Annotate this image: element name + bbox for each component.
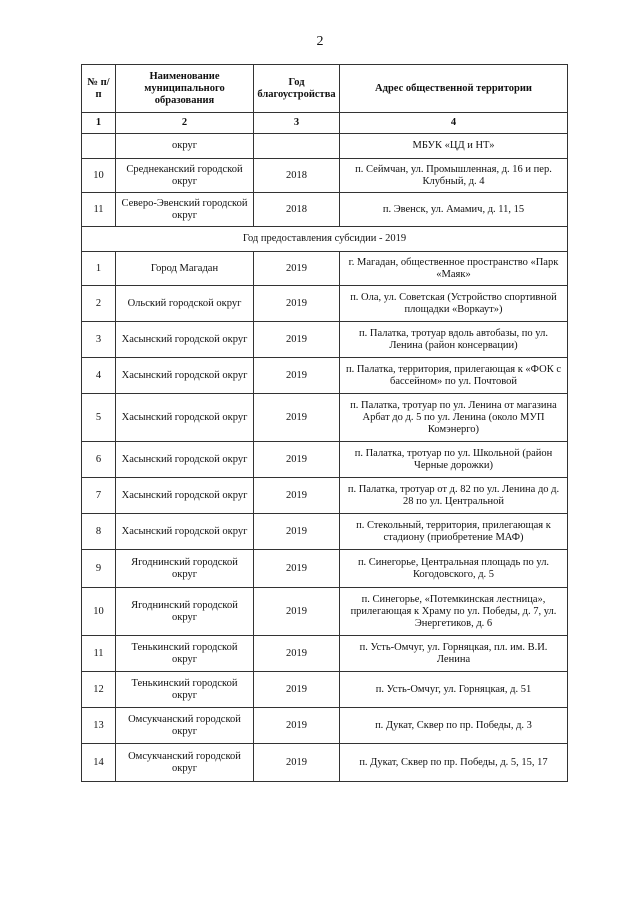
cell-address: п. Дукат, Сквер по пр. Победы, д. 3 bbox=[340, 708, 568, 744]
territories-table bbox=[81, 64, 568, 782]
table-row bbox=[82, 252, 568, 286]
column-index: 4 bbox=[340, 113, 568, 134]
cell-municipality: Хасынский городской округ bbox=[116, 478, 254, 514]
table-row bbox=[82, 134, 568, 159]
table-body bbox=[82, 134, 568, 782]
cell-municipality: Хасынский городской округ bbox=[116, 514, 254, 550]
cell-year: 2018 bbox=[254, 193, 340, 227]
cell-num: 9 bbox=[82, 550, 116, 588]
cell-year: 2018 bbox=[254, 159, 340, 193]
cell-num: 4 bbox=[82, 358, 116, 394]
cell-num: 10 bbox=[82, 588, 116, 636]
cell-address: МБУК «ЦД и НТ» bbox=[340, 134, 568, 159]
cell-municipality: Тенькинский городской округ bbox=[116, 672, 254, 708]
cell-municipality: Тенькинский городской округ bbox=[116, 636, 254, 672]
cell-address: п. Усть-Омчуг, ул. Горняцкая, д. 51 bbox=[340, 672, 568, 708]
section-row bbox=[82, 227, 568, 252]
table-row bbox=[82, 286, 568, 322]
header-row bbox=[82, 65, 568, 113]
cell-address: п. Дукат, Сквер по пр. Победы, д. 5, 15, 17 bbox=[340, 744, 568, 782]
table-row bbox=[82, 478, 568, 514]
cell-num: 11 bbox=[82, 193, 116, 227]
cell-municipality: Хасынский городской округ bbox=[116, 322, 254, 358]
cell-year: 2019 bbox=[254, 394, 340, 442]
cell-num: 12 bbox=[82, 672, 116, 708]
table-row bbox=[82, 394, 568, 442]
cell-year: 2019 bbox=[254, 636, 340, 672]
cell-address: п. Стекольный, территория, прилегающая к стадиону (приобретение МАФ) bbox=[340, 514, 568, 550]
table-row bbox=[82, 588, 568, 636]
cell-municipality: Хасынский городской округ bbox=[116, 358, 254, 394]
cell-num: 13 bbox=[82, 708, 116, 744]
cell-municipality: Омсукчанский городской округ bbox=[116, 708, 254, 744]
cell-num: 2 bbox=[82, 286, 116, 322]
cell-year: 2019 bbox=[254, 358, 340, 394]
cell-year: 2019 bbox=[254, 514, 340, 550]
cell-year: 2019 bbox=[254, 286, 340, 322]
cell-num: 3 bbox=[82, 322, 116, 358]
table-row bbox=[82, 514, 568, 550]
cell-address: п. Палатка, территория, прилегающая к «ФОК с бассейном» по ул. Почтовой bbox=[340, 358, 568, 394]
cell-address: п. Палатка, тротуар по ул. Школьной (район Черные дорожки) bbox=[340, 442, 568, 478]
section-title: Год предоставления субсидии - 2019 bbox=[82, 227, 568, 252]
table-row bbox=[82, 744, 568, 782]
cell-municipality: Среднеканский городской округ bbox=[116, 159, 254, 193]
header-year: Год благоустройства bbox=[254, 65, 340, 113]
cell-address: п. Эвенск, ул. Амамич, д. 11, 15 bbox=[340, 193, 568, 227]
cell-num: 5 bbox=[82, 394, 116, 442]
cell-num: 8 bbox=[82, 514, 116, 550]
table-row bbox=[82, 672, 568, 708]
cell-year: 2019 bbox=[254, 252, 340, 286]
cell-address: п. Усть-Омчуг, ул. Горняцкая, пл. им. В.И. Ленина bbox=[340, 636, 568, 672]
column-index-row bbox=[82, 113, 568, 134]
table-row bbox=[82, 442, 568, 478]
column-index: 3 bbox=[254, 113, 340, 134]
cell-municipality: округ bbox=[116, 134, 254, 159]
page-number: 2 bbox=[316, 34, 324, 49]
header-num: № п/п bbox=[82, 65, 116, 113]
table-row bbox=[82, 708, 568, 744]
cell-municipality: Ольский городской округ bbox=[116, 286, 254, 322]
table-row bbox=[82, 159, 568, 193]
cell-year: 2019 bbox=[254, 550, 340, 588]
cell-num: 6 bbox=[82, 442, 116, 478]
cell-address: п. Синегорье, Центральная площадь по ул. Когодовского, д. 5 bbox=[340, 550, 568, 588]
header-address: Адрес общественной территории bbox=[340, 65, 568, 113]
cell-num: 11 bbox=[82, 636, 116, 672]
cell-address: г. Магадан, общественное пространство «Парк «Маяк» bbox=[340, 252, 568, 286]
table-row bbox=[82, 322, 568, 358]
cell-year bbox=[254, 134, 340, 159]
cell-year: 2019 bbox=[254, 672, 340, 708]
cell-num: 7 bbox=[82, 478, 116, 514]
cell-num: 14 bbox=[82, 744, 116, 782]
cell-year: 2019 bbox=[254, 744, 340, 782]
cell-municipality: Ягоднинский городской округ bbox=[116, 550, 254, 588]
column-index: 2 bbox=[116, 113, 254, 134]
table-row bbox=[82, 358, 568, 394]
cell-year: 2019 bbox=[254, 708, 340, 744]
cell-municipality: Ягоднинский городской округ bbox=[116, 588, 254, 636]
cell-municipality: Омсукчанский городской округ bbox=[116, 744, 254, 782]
cell-address: п. Сеймчан, ул. Промышленная, д. 16 и пер. Клубный, д. 4 bbox=[340, 159, 568, 193]
cell-address: п. Ола, ул. Советская (Устройство спортивной площадки «Воркаут») bbox=[340, 286, 568, 322]
cell-year: 2019 bbox=[254, 442, 340, 478]
table-row bbox=[82, 636, 568, 672]
cell-address: п. Палатка, тротуар вдоль автобазы, по ул. Ленина (район консервации) bbox=[340, 322, 568, 358]
cell-municipality: Хасынский городской округ bbox=[116, 442, 254, 478]
cell-municipality: Северо-Эвенский городской округ bbox=[116, 193, 254, 227]
cell-num: 1 bbox=[82, 252, 116, 286]
table-row bbox=[82, 550, 568, 588]
cell-municipality: Хасынский городской округ bbox=[116, 394, 254, 442]
cell-address: п. Палатка, тротуар по ул. Ленина от магазина Арбат до д. 5 по ул. Ленина (около МУП Комэнерго) bbox=[340, 394, 568, 442]
cell-municipality: Город Магадан bbox=[116, 252, 254, 286]
header-municipality: Наименование муниципального образования bbox=[116, 65, 254, 113]
cell-address: п. Палатка, тротуар от д. 82 по ул. Ленина до д. 28 по ул. Центральной bbox=[340, 478, 568, 514]
cell-num: 10 bbox=[82, 159, 116, 193]
cell-year: 2019 bbox=[254, 478, 340, 514]
column-index: 1 bbox=[82, 113, 116, 134]
cell-num bbox=[82, 134, 116, 159]
cell-year: 2019 bbox=[254, 588, 340, 636]
table-row bbox=[82, 193, 568, 227]
cell-year: 2019 bbox=[254, 322, 340, 358]
cell-address: п. Синегорье, «Потемкинская лестница», прилегающая к Храму по ул. Победы, д. 7, ул. Энергетиков, д. 6 bbox=[340, 588, 568, 636]
